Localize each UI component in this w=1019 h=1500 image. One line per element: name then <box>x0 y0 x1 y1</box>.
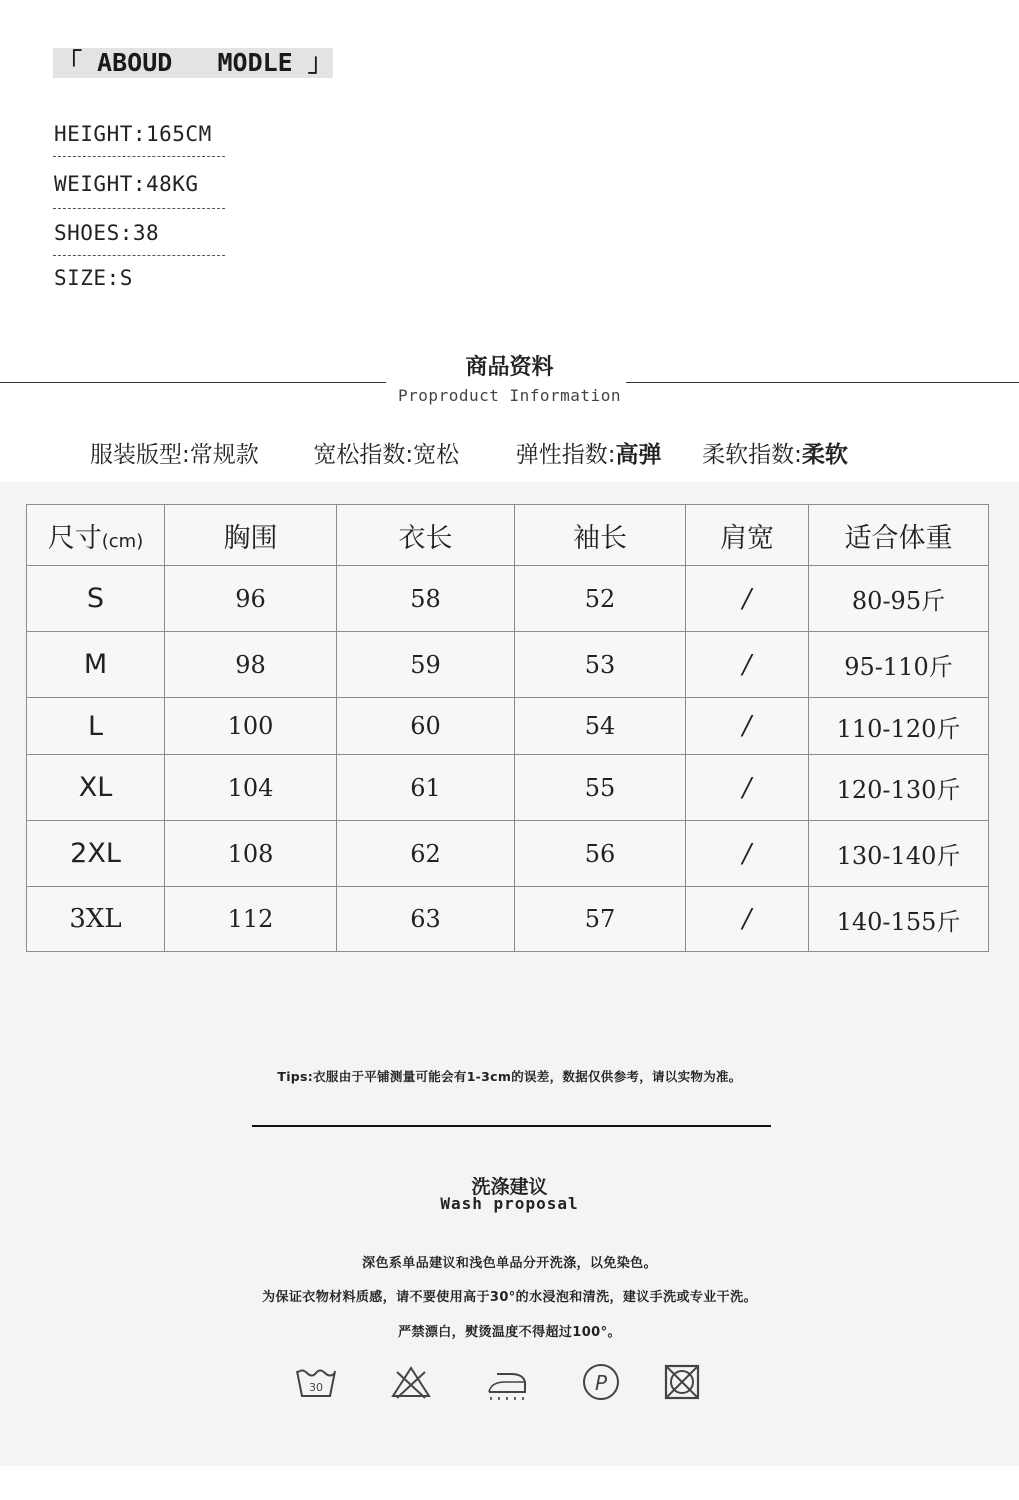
cell-sleeve: 56 <box>515 821 686 887</box>
divider <box>53 156 225 157</box>
table-row <box>27 698 989 755</box>
cell-size: L <box>27 698 165 755</box>
wash-30-icon <box>294 1360 338 1404</box>
dry-clean-letter: P <box>594 1371 608 1395</box>
cell-length: 61 <box>337 755 515 821</box>
section-subtitle: Proproduct Information <box>398 386 621 405</box>
cell-weight: 110-120斤 <box>809 698 989 755</box>
cell-sleeve: 57 <box>515 887 686 952</box>
attribute-row <box>90 436 848 469</box>
cell-chest: 100 <box>165 698 337 755</box>
header-chest: 胸围 <box>165 505 337 566</box>
cell-weight: 130-140斤 <box>809 821 989 887</box>
model-size: SIZE:S <box>54 266 133 290</box>
cell-sleeve: 53 <box>515 632 686 698</box>
table-header-row <box>27 505 989 566</box>
divider <box>53 208 225 209</box>
cell-weight: 120-130斤 <box>809 755 989 821</box>
model-height: HEIGHT:165CM <box>54 122 212 146</box>
table-row <box>27 887 989 952</box>
cell-weight: 140-155斤 <box>809 887 989 952</box>
cell-length: 63 <box>337 887 515 952</box>
attr-looseness: 宽松指数:宽松 <box>313 442 460 468</box>
header-length: 衣长 <box>337 505 515 566</box>
table-row <box>27 566 989 632</box>
iron-icon <box>485 1360 529 1404</box>
cell-weight: 80-95斤 <box>809 566 989 632</box>
cell-shoulder: / <box>686 698 809 755</box>
cell-size: 2XL <box>27 821 165 887</box>
cell-shoulder: / <box>686 887 809 952</box>
cell-chest: 112 <box>165 887 337 952</box>
size-table <box>26 504 989 952</box>
wash-instruction: 严禁漂白，熨烫温度不得超过100°。 <box>398 1325 621 1340</box>
cell-sleeve: 52 <box>515 566 686 632</box>
cell-size: M <box>27 632 165 698</box>
cell-chest: 104 <box>165 755 337 821</box>
cell-shoulder: / <box>686 632 809 698</box>
attr-fit: 服装版型:常规款 <box>90 442 259 468</box>
cell-chest: 98 <box>165 632 337 698</box>
cell-shoulder: / <box>686 821 809 887</box>
no-tumble-dry-icon <box>660 1360 704 1404</box>
cell-size: S <box>27 566 165 632</box>
model-weight: WEIGHT:48KG <box>54 172 199 196</box>
header-size: 尺寸(cm) <box>27 505 165 566</box>
header-sleeve: 袖长 <box>515 505 686 566</box>
cell-weight: 95-110斤 <box>809 632 989 698</box>
wash-instruction: 深色系单品建议和浅色单品分开洗涤，以免染色。 <box>362 1256 657 1271</box>
table-row <box>27 755 989 821</box>
model-title: 「 ABOUD MODLE 」 <box>53 48 333 78</box>
attr-elasticity: 弹性指数:高弹 <box>515 442 662 468</box>
divider <box>252 1125 771 1127</box>
cell-sleeve: 54 <box>515 698 686 755</box>
cell-size: XL <box>27 755 165 821</box>
cell-chest: 108 <box>165 821 337 887</box>
table-row <box>27 821 989 887</box>
cell-sleeve: 55 <box>515 755 686 821</box>
dry-clean-icon <box>579 1360 623 1404</box>
header-weight: 适合体重 <box>809 505 989 566</box>
cell-chest: 96 <box>165 566 337 632</box>
header-shoulder: 肩宽 <box>686 505 809 566</box>
cell-shoulder: / <box>686 755 809 821</box>
cell-size: 3XL <box>27 887 165 952</box>
divider-right <box>626 382 1019 383</box>
divider-left <box>0 382 386 383</box>
no-bleach-icon <box>389 1360 433 1404</box>
wash-instruction: 为保证衣物材料质感，请不要使用高于30°的水浸泡和清洗，建议手洗或专业干洗。 <box>262 1290 757 1305</box>
model-shoes: SHOES:38 <box>54 221 160 245</box>
section-title: 商品资料 <box>465 355 554 380</box>
cell-length: 62 <box>337 821 515 887</box>
tips-text: Tips:衣服由于平铺测量可能会有1-3cm的误差，数据仅供参考，请以实物为准。 <box>277 1069 742 1084</box>
table-row <box>27 632 989 698</box>
attr-softness: 柔软指数:柔软 <box>702 442 848 468</box>
cell-length: 59 <box>337 632 515 698</box>
cell-length: 60 <box>337 698 515 755</box>
divider <box>53 255 225 256</box>
wash-subtitle: Wash proposal <box>440 1194 579 1213</box>
wash-title: 洗涤建议 <box>471 1176 548 1198</box>
cell-shoulder: / <box>686 566 809 632</box>
cell-length: 58 <box>337 566 515 632</box>
wash-temp-label: 30 <box>309 1381 323 1394</box>
